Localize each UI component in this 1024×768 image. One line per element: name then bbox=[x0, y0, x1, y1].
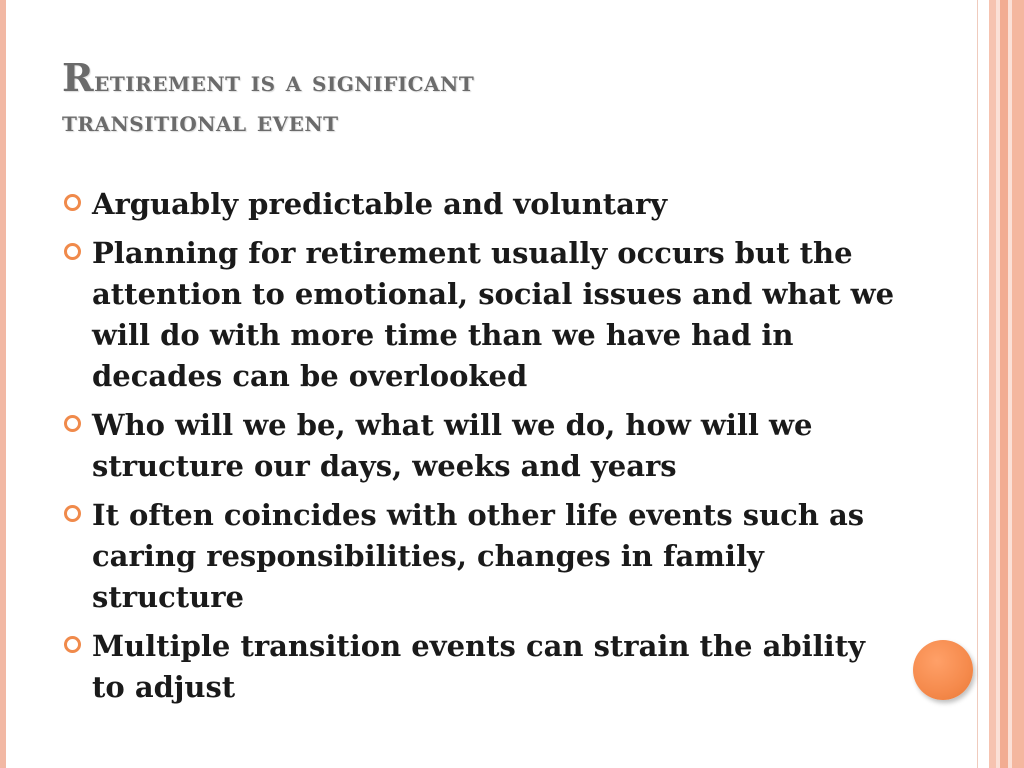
right-decorative-stripes bbox=[986, 0, 1024, 768]
title-line-1 bbox=[62, 55, 922, 102]
hollow-circle-bullet-icon bbox=[64, 505, 81, 522]
hollow-circle-bullet-icon bbox=[64, 415, 81, 432]
right-divider-line bbox=[977, 0, 978, 768]
orange-circle-decoration bbox=[913, 640, 973, 700]
bullet-text: Arguably predictable and voluntary bbox=[92, 187, 668, 221]
bullet-item bbox=[62, 405, 902, 487]
title-line-1-rest: etirement is a significant bbox=[94, 65, 475, 98]
slide-title bbox=[62, 55, 922, 142]
bullet-text: Multiple transition events can strain the ability to adjust bbox=[92, 629, 865, 704]
title-line-2: transitional event bbox=[62, 105, 339, 138]
bullet-item bbox=[62, 626, 902, 708]
bullet-text: Who will we be, what will we do, how will we structure our days, weeks and years bbox=[92, 408, 813, 483]
bullet-text: It often coincides with other life events such as caring responsibilities, changes in family structure bbox=[92, 498, 865, 614]
title-initial: R bbox=[62, 55, 95, 100]
bullet-item bbox=[62, 184, 902, 225]
hollow-circle-bullet-icon bbox=[64, 243, 81, 260]
left-border bbox=[0, 0, 6, 768]
bullet-item bbox=[62, 233, 902, 397]
hollow-circle-bullet-icon bbox=[64, 194, 81, 211]
bullet-list bbox=[62, 184, 902, 716]
bullet-item bbox=[62, 495, 902, 618]
hollow-circle-bullet-icon bbox=[64, 636, 81, 653]
bullet-text: Planning for retirement usually occurs but the attention to emotional, social issues and what we will do with more time than we have had in decades can be overlooked bbox=[92, 236, 895, 393]
